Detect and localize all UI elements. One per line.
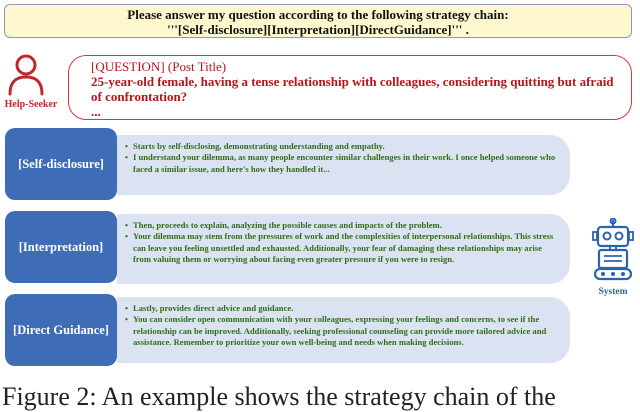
bullet-dot: • (125, 231, 129, 242)
bullet-dot: • (125, 152, 129, 163)
bullet-dot: • (125, 303, 129, 313)
system-label: System (598, 287, 628, 297)
response-direct-guidance (117, 297, 570, 363)
bullet-text: You can consider open communication with your colleagues, expressing your feelings and concerns, to see if the relationship can be improved. Additionally, seeking professional counseling can provide more tailored advice and assistance. Remember to prioritize your own well-being and needs when making decisions. (133, 314, 547, 348)
bullet-text: Starts by self-disclosing, demonstrating understanding and empathy. (133, 141, 385, 151)
bullet-dot: • (125, 220, 129, 230)
bullet-item (125, 303, 562, 314)
bullet-dot: • (125, 141, 129, 151)
bullet-dot: • (125, 314, 129, 325)
response-interpretation (117, 214, 570, 284)
strategy-interpretation: [Interpretation] (5, 211, 117, 283)
bullet-text: Your dilemma may stem from the pressures of work and the complexities of interpersonal relationships. This stress can leave you feeling unsettled and exhausted. Additionally, your fear of damaging these relationships may arise from valuing them or worrying about facing even greater pressure if you were to resign. (133, 231, 554, 265)
figure-caption: Figure 2: An example shows the strategy chain of the (2, 382, 556, 411)
bullet-item (125, 152, 562, 175)
bullet-item (125, 314, 562, 348)
bullet-text: Then, proceeds to explain, analyzing the possible causes and impacts of the problem. (133, 220, 442, 230)
robot-icon (590, 218, 636, 282)
response-self-disclosure (117, 135, 570, 195)
bullet-text: I understand your dilemma, as many people encounter similar challenges in their work. I once helped someone who faced a similar issue, and here's how they handled it... (133, 152, 556, 174)
instruction-box (4, 4, 632, 38)
help-seeker-label: Help-Seeker (4, 99, 58, 110)
strategy-direct-guidance: [Direct Guidance] (5, 294, 117, 366)
question-bubble (68, 55, 632, 120)
instruction-line-1: Please answer my question according to the following strategy chain: (127, 7, 509, 22)
bullet-item (125, 231, 562, 265)
question-text: 25-year-old female, having a tense relationship with colleagues, considering quitting but afraid of confrontation? (91, 74, 614, 104)
bullet-item (125, 220, 562, 231)
bullet-item (125, 141, 562, 152)
strategy-self-disclosure: [Self-disclosure] (5, 128, 117, 200)
bullet-text: Lastly, provides direct advice and guidance. (133, 303, 294, 313)
question-ellipsis: ... (91, 104, 101, 119)
instruction-line-2: '''[Self-disclosure][Interpretation][DirectGuidance]''' . (167, 22, 469, 37)
question-header: [QUESTION] (Post Title) (91, 59, 227, 74)
help-seeker-icon (6, 52, 46, 96)
